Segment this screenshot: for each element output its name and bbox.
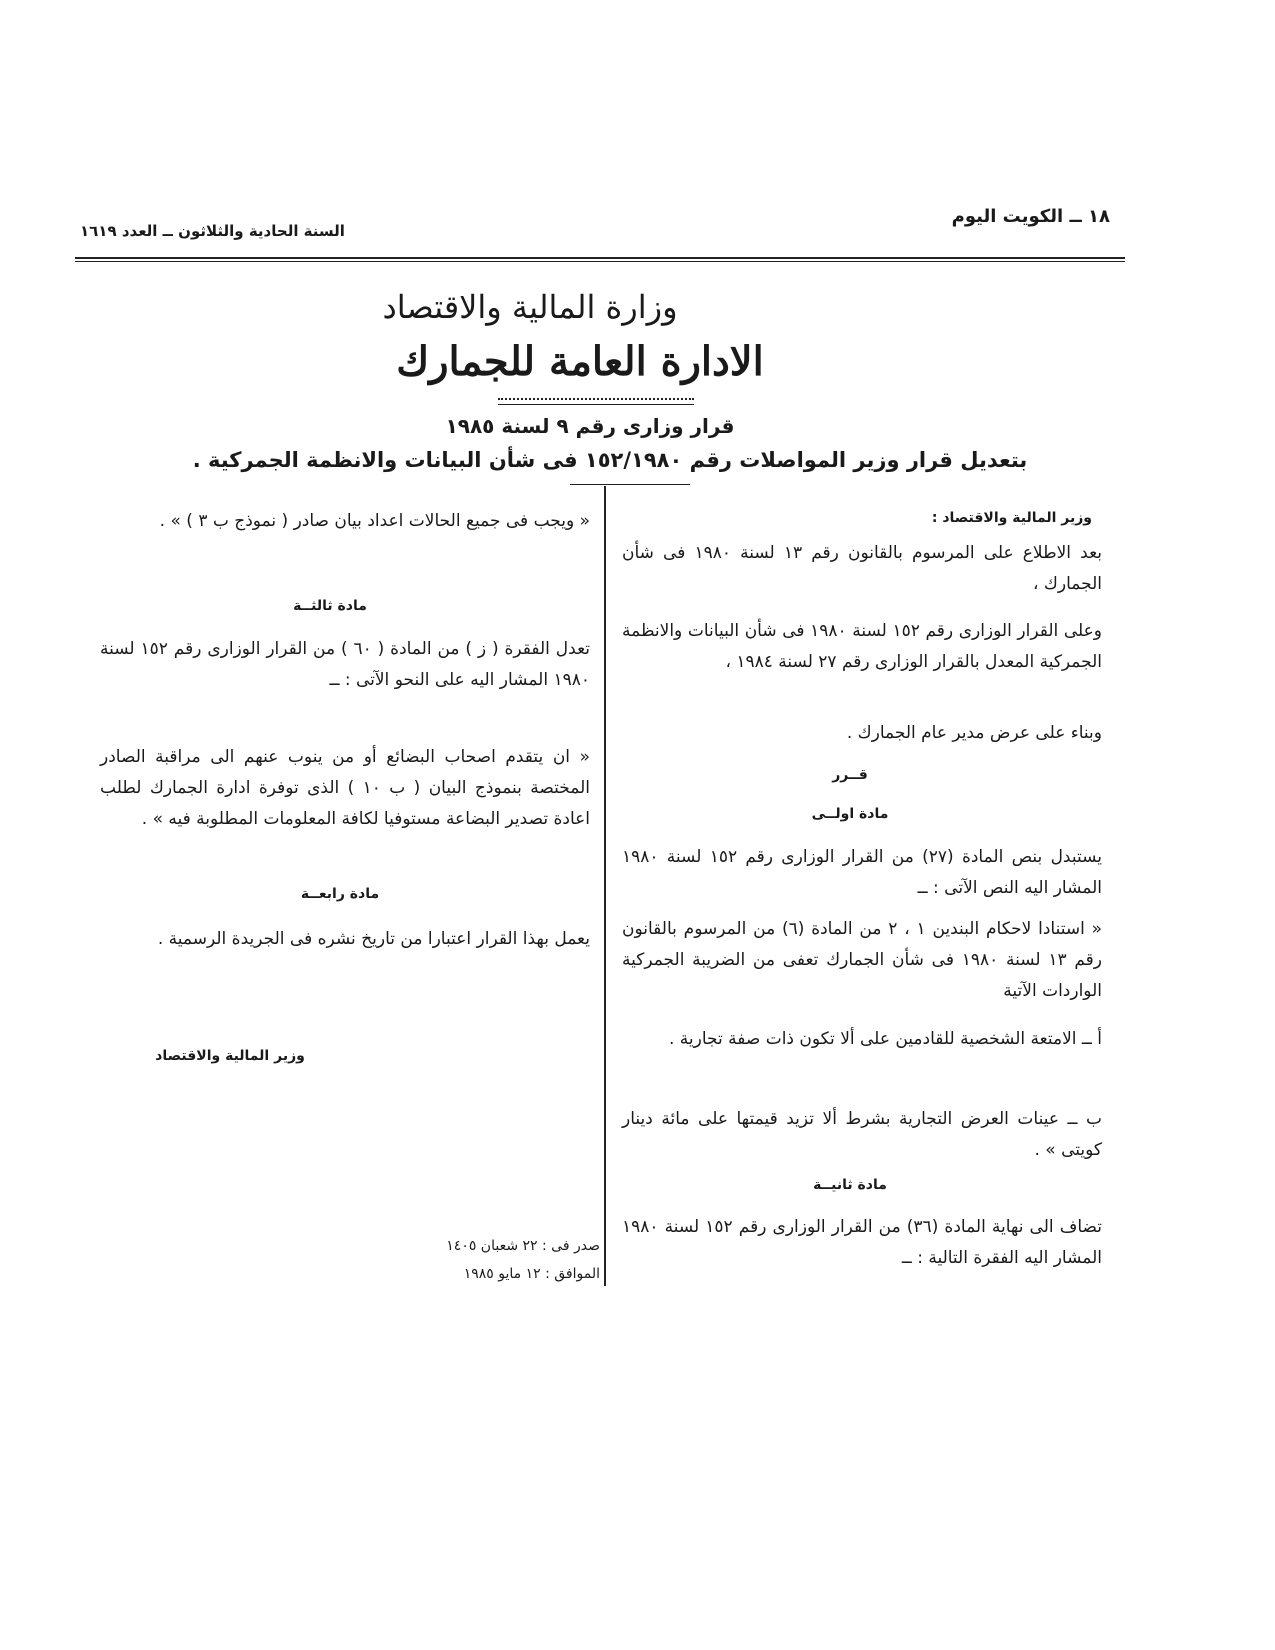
- issue-date-gregorian: الموافق : ١٢ مايو ١٩٨٥: [463, 1266, 600, 1282]
- article-1-item-a: أ ــ الامتعة الشخصية للقادمين على ألا تكون ذات صفة تجارية .: [669, 1029, 1102, 1049]
- decision-subject: بتعديل قرار وزير المواصلات رقم ١٥٢/١٩٨٠ فى شأن البيانات والانظمة الجمركية .: [192, 448, 1028, 472]
- page-number-label: ١٨ ــ الكويت اليوم: [951, 206, 1110, 227]
- article-2-heading: مادة ثانيــة: [813, 1177, 887, 1193]
- minister-heading: وزير المالية والاقتصاد :: [931, 510, 1092, 526]
- preamble-paragraph-1: بعد الاطلاع على المرسوم بالقانون رقم ١٣ لسنة ١٩٨٠ فى شأن الجمارك ،: [622, 543, 1102, 594]
- article-3-heading: مادة ثالثــة: [293, 598, 367, 614]
- signature-title: وزير المالية والاقتصاد: [155, 1048, 305, 1064]
- header-divider: [75, 257, 1125, 262]
- preamble-paragraph-3: وبناء على عرض مدير عام الجمارك .: [846, 723, 1102, 743]
- article-3-quote: « ان يتقدم اصحاب البضائع أو من ينوب عنهم الى مراقبة الصادر المختصة بنموذج البيان ( ب ١٠ ) الذى توفرة ادارة الجمارك لطلب اعادة تصدير البضاعة مستوفيا لكافة المعلومات المطلوبة فيه » .: [100, 747, 590, 829]
- article-3-text: تعدل الفقرة ( ز ) من المادة ( ٦٠ ) من القرار الوزارى رقم ١٥٢ لسنة ١٩٨٠ المشار اليه على النحو الآتى : ــ: [100, 639, 590, 690]
- title-ornament: [498, 398, 694, 405]
- article-4-text: يعمل بهذا القرار اعتبارا من تاريخ نشره فى الجريدة الرسمية .: [157, 929, 590, 949]
- department-name: الادارة العامة للجمارك: [396, 338, 764, 385]
- article-1-text: يستبدل بنص المادة (٢٧) من القرار الوزارى رقم ١٥٢ لسنة ١٩٨٠ المشار اليه النص الآتى : ــ: [622, 847, 1103, 898]
- article-1-item-b: ب ــ عينات العرض التجارية بشرط ألا تزيد قيمتها على مائة دينار كويتى » .: [622, 1109, 1102, 1160]
- decision-title: قرار وزارى رقم ٩ لسنة ١٩٨٥: [445, 414, 735, 438]
- ministry-name: وزارة المالية والاقتصاد: [382, 288, 678, 326]
- issue-label: السنة الحادية والثلاثون ــ العدد ١٦١٩: [80, 222, 345, 240]
- preamble-paragraph-2: وعلى القرار الوزارى رقم ١٥٢ لسنة ١٩٨٠ فى شأن البيانات والانظمة الجمركية المعدل بالقرار الوزارى رقم ٢٧ لسنة ١٩٨٤ ،: [622, 621, 1102, 672]
- article-1-heading: مادة اولــى: [811, 806, 889, 822]
- article-1-quote: « استنادا لاحكام البندين ١ ، ٢ من المادة (٦) من المرسوم بالقانون رقم ١٣ لسنة ١٩٨٠ فى شأن الجمارك تعفى من الضريبة الجمركية الواردات الآتية: [622, 919, 1103, 1001]
- decided-heading: قــرر: [832, 767, 868, 783]
- column-divider-cap: [570, 484, 690, 485]
- column-divider: [604, 486, 606, 1286]
- issue-date-hijri: صدر فى : ٢٢ شعبان ١٤٠٥: [446, 1238, 600, 1254]
- article-2-text: تضاف الى نهاية المادة (٣٦) من القرار الوزارى رقم ١٥٢ لسنة ١٩٨٠ المشار اليه الفقرة التالية : ــ: [622, 1217, 1102, 1268]
- article-4-heading: مادة رابعــة: [300, 886, 380, 902]
- article-2-quote-continuation: « ويجب فى جميع الحالات اعداد بيان صادر ( نموذج ب ٣ ) » .: [159, 511, 590, 531]
